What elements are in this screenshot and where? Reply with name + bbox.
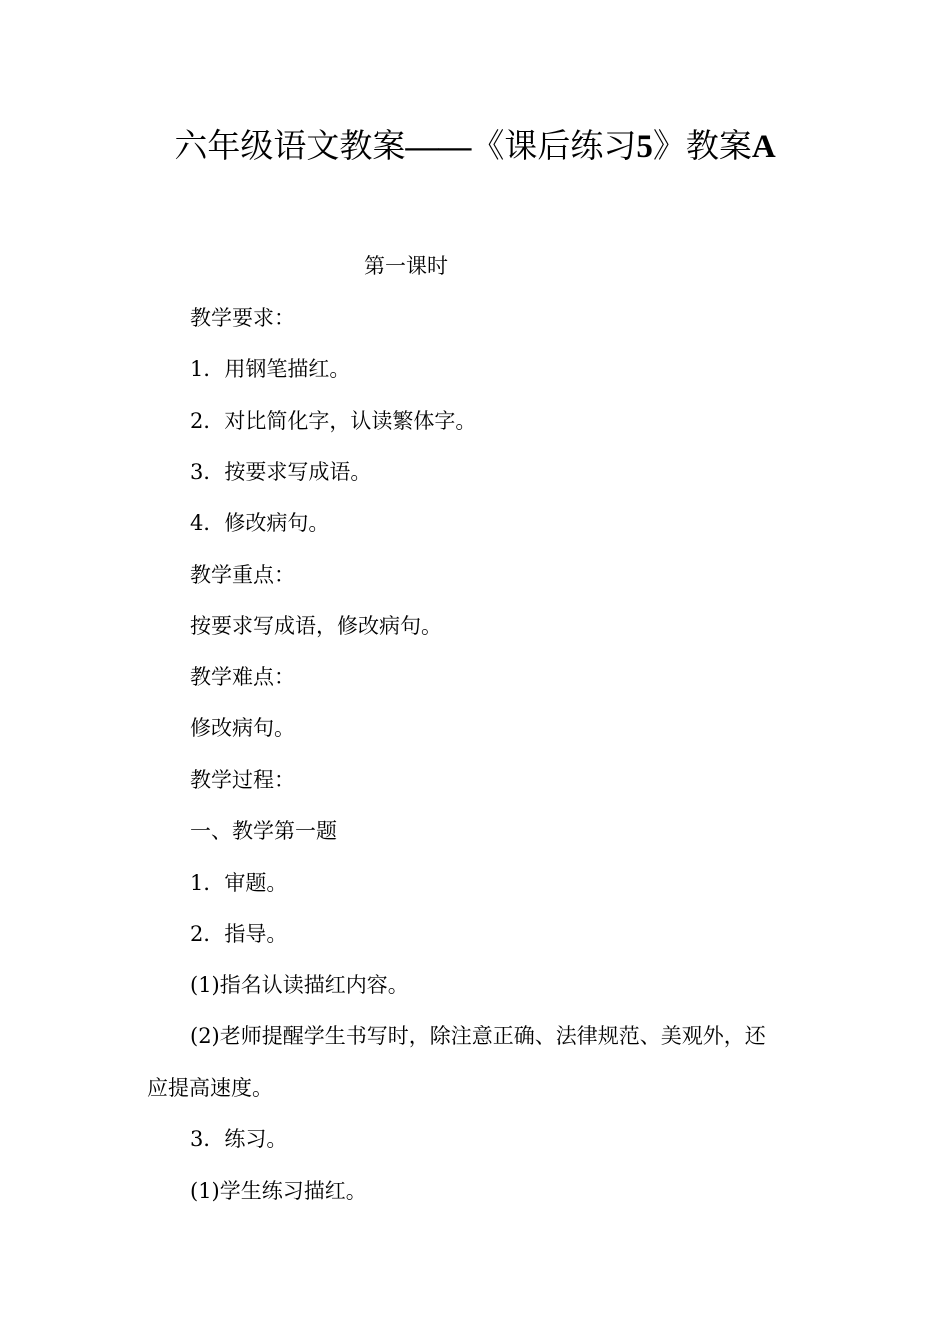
title-text-2: 《课后练习 (471, 126, 637, 165)
paragraph-line: (1)学生练习描红。 (190, 1179, 367, 1203)
section-heading-difficulties: 教学难点： (190, 665, 295, 689)
title-text-1: 六年级语文教案 (174, 126, 406, 165)
document-title (0, 120, 950, 173)
section-heading-requirements: 教学要求： (190, 306, 295, 330)
paragraph-line: 4．修改病句。 (190, 511, 330, 535)
paragraph-line: 3．按要求写成语。 (190, 460, 372, 484)
title-letter: A (751, 129, 776, 165)
section-heading-process: 教学过程： (190, 768, 295, 792)
paragraph-line: (1)指名认读描红内容。 (190, 973, 409, 997)
paragraph-line: 按要求写成语，修改病句。 (190, 614, 442, 638)
paragraph-line-continued: 应提高速度。 (147, 1076, 273, 1100)
title-dash: —— (405, 129, 472, 165)
paragraph-line: 3．练习。 (190, 1127, 288, 1151)
paragraph-line: (2)老师提醒学生书写时，除注意正确、法律规范、美观外，还 (190, 1024, 766, 1048)
title-number: 5 (636, 129, 653, 165)
paragraph-line: 1．用钢笔描红。 (190, 357, 351, 381)
title-text-3: 》教案 (652, 126, 752, 165)
lesson-subtitle: 第一课时 (364, 254, 448, 278)
section-heading-key-points: 教学重点： (190, 563, 295, 587)
paragraph-line: 1．审题。 (190, 871, 288, 895)
paragraph-line: 2．指导。 (190, 922, 288, 946)
paragraph-line: 2．对比简化字，认读繁体字。 (190, 409, 477, 433)
paragraph-line: 一、教学第一题 (190, 819, 337, 843)
paragraph-line: 修改病句。 (190, 716, 295, 740)
